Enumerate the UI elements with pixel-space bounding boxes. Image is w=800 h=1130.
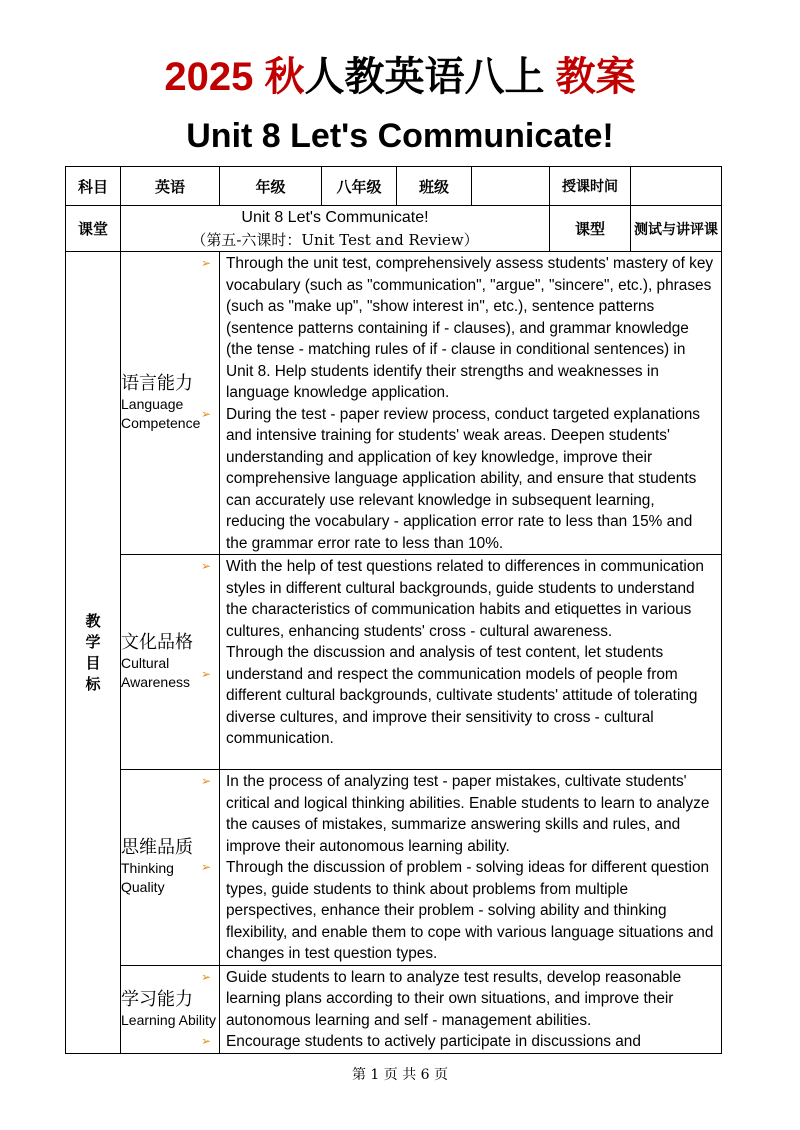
document-subtitle: Unit 8 Let's Communicate!: [186, 117, 614, 155]
objective-row: [66, 252, 722, 555]
lesson-subtitle: （第五-六课时：Unit Test and Review）: [191, 230, 479, 249]
subject-value: 英语: [121, 167, 220, 206]
lesson-plan-table: [65, 166, 722, 1054]
objective-content-clip: [226, 967, 717, 1053]
category-zh: 学习能力: [121, 988, 193, 1010]
objective-point: Through the discussion and analysis of test content, let students understand and respect the communication models of people from different cultural backgrounds, cultivate students' attitude of tolerating diverse cultures, and improve their sensitivity to cross - cultural communication.: [226, 644, 698, 747]
title-red-char: 秋: [264, 55, 305, 99]
category-zh: 文化品格: [121, 632, 193, 653]
class-value: [472, 167, 550, 206]
grade-label: 年级: [220, 167, 322, 206]
category-en: Language Competence: [121, 396, 201, 431]
arrow-icon: ➢: [200, 559, 211, 573]
objective-category: [121, 770, 220, 966]
class-label: 班级: [397, 167, 472, 206]
objective-category: [121, 252, 220, 555]
time-label: 授课时间: [550, 167, 631, 206]
objective-category: [121, 965, 220, 1053]
objective-content: [220, 965, 722, 1053]
lesson-row: [66, 206, 722, 252]
objective-point: Through the unit test, comprehensively assess students' mastery of key vocabulary (such as "communication", "argue", "sincere", etc.), phrases (such as "make up", "show interest in", etc.), sentence patterns (sentence patterns containing if - clauses), and grammar knowledge (the tense - matching rules of if - clause in conditional sentences) in Unit 8. Help students identify their strengths and weaknesses in language knowledge application.: [226, 255, 714, 401]
lesson-type-value: 测试与讲评课: [631, 206, 722, 252]
arrow-icon: ➢: [200, 860, 211, 874]
lesson-title-cell: [121, 206, 550, 252]
category-en: Thinking Quality: [121, 860, 174, 896]
info-row: [66, 167, 722, 206]
objective-content: [220, 770, 722, 966]
category-en: Learning Ability: [121, 1011, 216, 1028]
objective-content: [220, 555, 722, 770]
page-footer: 第 1 页 共 6 页: [351, 1067, 449, 1083]
arrow-icon: ➢: [200, 667, 211, 681]
objective-row: [66, 965, 722, 1053]
subject-label: 科目: [66, 167, 121, 206]
objective-content: [220, 252, 722, 555]
objective-point: With the help of test questions related to differences in communication styles in different cultural backgrounds, guide students to understand the characteristics of communication habits and etiquettes in various cultures, enhancing students' cross - cultural awareness.: [226, 558, 704, 640]
time-value: [631, 167, 722, 206]
arrow-icon: ➢: [200, 969, 211, 984]
document-title: [0, 52, 800, 102]
title-red-suffix: 教案: [555, 55, 636, 99]
lesson-title: Unit 8 Let's Communicate!: [241, 208, 429, 226]
category-zh: 思维品质: [121, 837, 193, 859]
grade-value: 八年级: [322, 167, 397, 206]
title-main: 人教英语八上: [304, 55, 556, 99]
title-prefix: 2025: [164, 55, 265, 99]
objective-point: Encourage students to actively participate in discussions and: [226, 1033, 641, 1050]
objective-category: [121, 555, 220, 770]
arrow-icon: ➢: [200, 774, 211, 788]
objective-point: During the test - paper review process, conduct targeted explanations and intensive training for students' weak areas. Deepen students' understanding and application of key knowledge, improve their comprehensive language application ability, and ensure that students can accurately use relevant knowledge in subsequent learning, reducing the vocabulary - application error rate to less than 15% and the grammar error rate to less than 10%.: [226, 405, 700, 552]
arrow-icon: ➢: [200, 407, 211, 421]
objective-row: [66, 770, 722, 966]
objectives-label: 教学目标: [66, 252, 121, 1054]
lesson-type-label: 课型: [550, 206, 631, 252]
arrow-icon: ➢: [200, 1033, 211, 1048]
objective-point: In the process of analyzing test - paper mistakes, cultivate students' critical and logical thinking abilities. Enable students to learn to analyze the causes of mistakes, summarize answering skills and rules, and improve their autonomous learning ability.: [226, 773, 710, 855]
category-zh: 语言能力: [121, 373, 193, 394]
arrow-icon: ➢: [200, 256, 211, 270]
category-en: Cultural Awareness: [121, 655, 191, 690]
lesson-label: 课堂: [66, 206, 121, 252]
objective-row: [66, 555, 722, 770]
objective-point: Through the discussion of problem - solving ideas for different question types, guide students to think about problems from multiple perspectives, enhance their problem - solving ability and thinking flexibility, and enable them to cope with various language situations and changes in test question types.: [226, 859, 714, 962]
objective-point: Guide students to learn to analyze test results, develop reasonable learning plans according to their own situations, and improve their autonomous learning and self - management abilities.: [226, 968, 682, 1029]
